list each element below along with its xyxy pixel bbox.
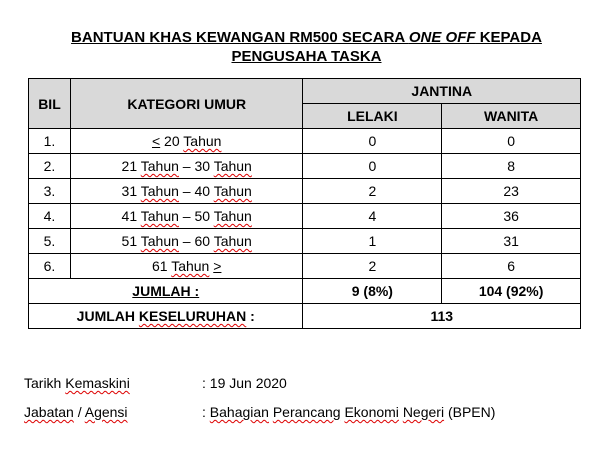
row-wanita: 31 [442, 229, 581, 254]
kategori-text: – 50 [178, 208, 214, 224]
table-row [29, 154, 581, 179]
table-row [29, 204, 581, 229]
jabatan-value-d: Perancang [272, 404, 341, 420]
jabatan-value [202, 404, 495, 420]
tarikh-label-a: Tarikh [24, 375, 66, 391]
jumlah-lelaki: 9 (8%) [303, 279, 442, 304]
title-line-1-italic: ONE OFF [408, 29, 476, 46]
title-line-1-prefix: BANTUAN KHAS KEWANGAN RM500 SECARA [71, 29, 409, 46]
keseluruhan-label-b: KESELURUHAN [138, 308, 247, 324]
row-kategori [70, 229, 303, 254]
greater-equal-symbol: > [213, 258, 222, 274]
kategori-word: Tahun [140, 233, 179, 249]
row-bil: 3. [29, 179, 71, 204]
row-lelaki: 4 [303, 204, 442, 229]
row-wanita: 0 [442, 129, 581, 154]
kategori-text: 31 [121, 183, 141, 199]
jabatan-label-b: / [73, 404, 85, 420]
header-lelaki: LELAKI [303, 104, 442, 129]
row-kategori [70, 204, 303, 229]
kategori-word: Tahun [140, 208, 179, 224]
row-bil: 1. [29, 129, 71, 154]
kategori-word: Tahun [213, 233, 252, 249]
jumlah-label-text: JUMLAH : [132, 283, 200, 299]
keseluruhan-value: 113 [303, 304, 581, 329]
kategori-text: 41 [121, 208, 141, 224]
keseluruhan-row [29, 304, 581, 329]
header-jantina: JANTINA [303, 79, 581, 104]
kategori-word: Tahun [140, 183, 179, 199]
tarikh-label-b: Kemaskini [65, 375, 130, 391]
table-row [29, 254, 581, 279]
kategori-text: – 40 [178, 183, 214, 199]
row-lelaki: 2 [303, 179, 442, 204]
row-wanita: 36 [442, 204, 581, 229]
title-line-1 [0, 28, 613, 47]
kategori-text: 51 [121, 233, 141, 249]
jabatan-value-b: Bahagian [209, 404, 269, 420]
table-row [29, 229, 581, 254]
row-bil: 4. [29, 204, 71, 229]
jumlah-label [29, 279, 303, 304]
kategori-text: 20 [160, 133, 184, 149]
row-bil: 5. [29, 229, 71, 254]
jabatan-label-a: Jabatan [24, 404, 74, 420]
header-wanita: WANITA [442, 104, 581, 129]
kategori-text: 21 [121, 158, 141, 174]
jumlah-row [29, 279, 581, 304]
row-bil: 2. [29, 154, 71, 179]
row-bil: 6. [29, 254, 71, 279]
less-equal-symbol: < [151, 133, 161, 149]
kategori-text: 61 [151, 258, 172, 274]
kategori-word: Tahun [213, 208, 252, 224]
row-kategori [70, 254, 303, 279]
row-wanita: 8 [442, 154, 581, 179]
tarikh-label [24, 375, 130, 391]
row-wanita: 23 [442, 179, 581, 204]
row-lelaki: 1 [303, 229, 442, 254]
row-kategori [70, 129, 303, 154]
keseluruhan-label [29, 304, 303, 329]
row-kategori [70, 154, 303, 179]
jabatan-value-f: Ekonomi [344, 404, 399, 420]
tarikh-value: : 19 Jun 2020 [202, 375, 287, 391]
row-lelaki: 2 [303, 254, 442, 279]
kategori-text: – 30 [178, 158, 214, 174]
jabatan-label [24, 404, 128, 420]
keseluruhan-label-a: JUMLAH [76, 308, 139, 324]
jabatan-value-a: : [202, 404, 210, 420]
row-kategori [70, 179, 303, 204]
jabatan-label-c: Agensi [84, 404, 128, 420]
kategori-word: Tahun [213, 158, 252, 174]
row-lelaki: 0 [303, 154, 442, 179]
row-lelaki: 0 [303, 129, 442, 154]
header-row-1 [29, 79, 581, 104]
header-kategori-umur: KATEGORI UMUR [70, 79, 303, 129]
kategori-word: Tahun [183, 133, 222, 149]
table-row [29, 179, 581, 204]
table-row [29, 129, 581, 154]
header-bil: BIL [29, 79, 71, 129]
title-line-1-suffix: KEPADA [475, 29, 542, 46]
jabatan-value-i: (BPEN) [444, 404, 496, 420]
kategori-word: Tahun [171, 258, 210, 274]
title-line-2 [0, 47, 613, 66]
jabatan-value-h: Negeri [402, 404, 445, 420]
keseluruhan-label-c: : [246, 308, 255, 324]
title-line-2-text: PENGUSAHA TASKA [231, 48, 382, 65]
kategori-word: Tahun [140, 158, 179, 174]
kategori-text: – 60 [178, 233, 214, 249]
document-title [0, 28, 613, 66]
kategori-word: Tahun [213, 183, 252, 199]
jumlah-wanita: 104 (92%) [442, 279, 581, 304]
row-wanita: 6 [442, 254, 581, 279]
statistics-table [28, 78, 581, 329]
